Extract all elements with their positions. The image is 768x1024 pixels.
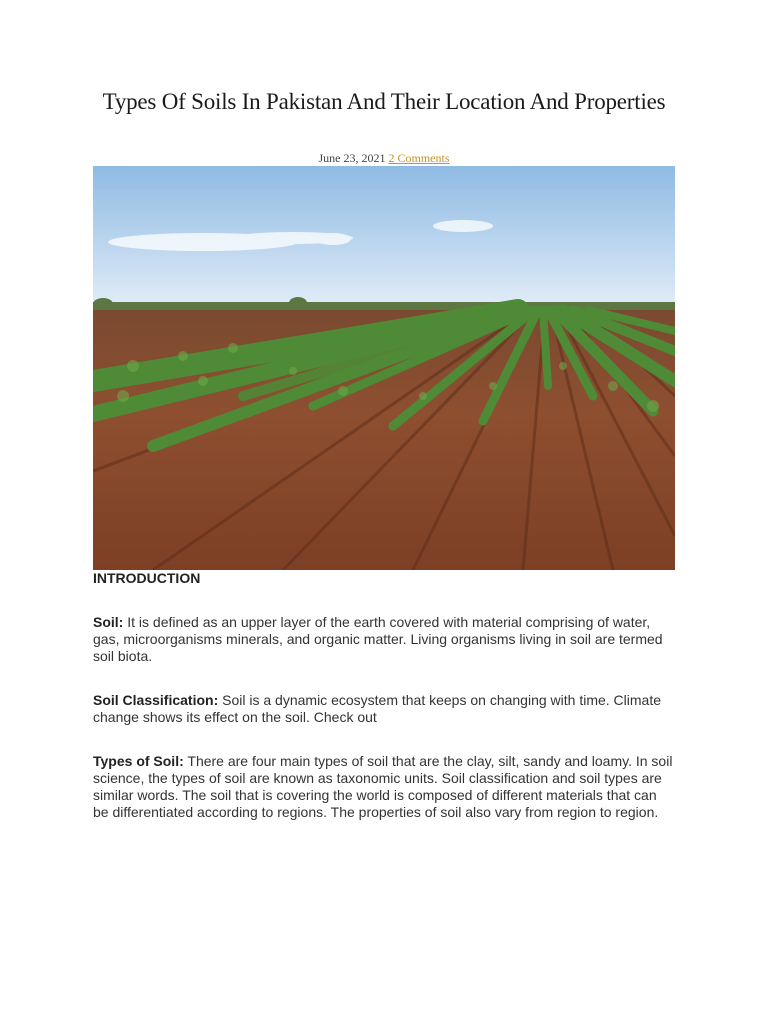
paragraph-text: There are four main types of soil that are the clay, silt, sandy and loamy. In soil science, the types of soil are known as taxonomic units. Soil classification and soil types are similar words. The soil that is covering the world is composed of different materials that can be differentiated according to regions. The properties of soil also vary from region to region. bbox=[93, 753, 673, 820]
article-meta bbox=[100, 150, 668, 166]
section-heading: INTRODUCTION bbox=[93, 570, 201, 586]
paragraph-text: Soil is a dynamic ecosystem that keeps on changing with time. Climate change shows its effect on the soil. Check out bbox=[93, 692, 662, 725]
comments-link[interactable]: 2 Comments bbox=[388, 151, 450, 165]
paragraph-soil-classification bbox=[93, 692, 673, 726]
paragraph-term: Soil Classification: bbox=[93, 692, 219, 708]
paragraph-types-of-soil bbox=[93, 753, 673, 821]
paragraph-soil bbox=[93, 614, 673, 665]
paragraph-term: Soil: bbox=[93, 614, 124, 630]
article-title: Types Of Soils In Pakistan And Their Location And Properties bbox=[102, 89, 666, 114]
field-rows-photo bbox=[93, 166, 675, 570]
paragraph-text: It is defined as an upper layer of the earth covered with material comprising of water, gas, microorganisms minerals, and organic matter. Living organisms living in soil are termed soil biota. bbox=[93, 614, 663, 664]
post-date: June 23, 2021 bbox=[318, 151, 386, 165]
paragraph-term: Types of Soil: bbox=[93, 753, 184, 769]
